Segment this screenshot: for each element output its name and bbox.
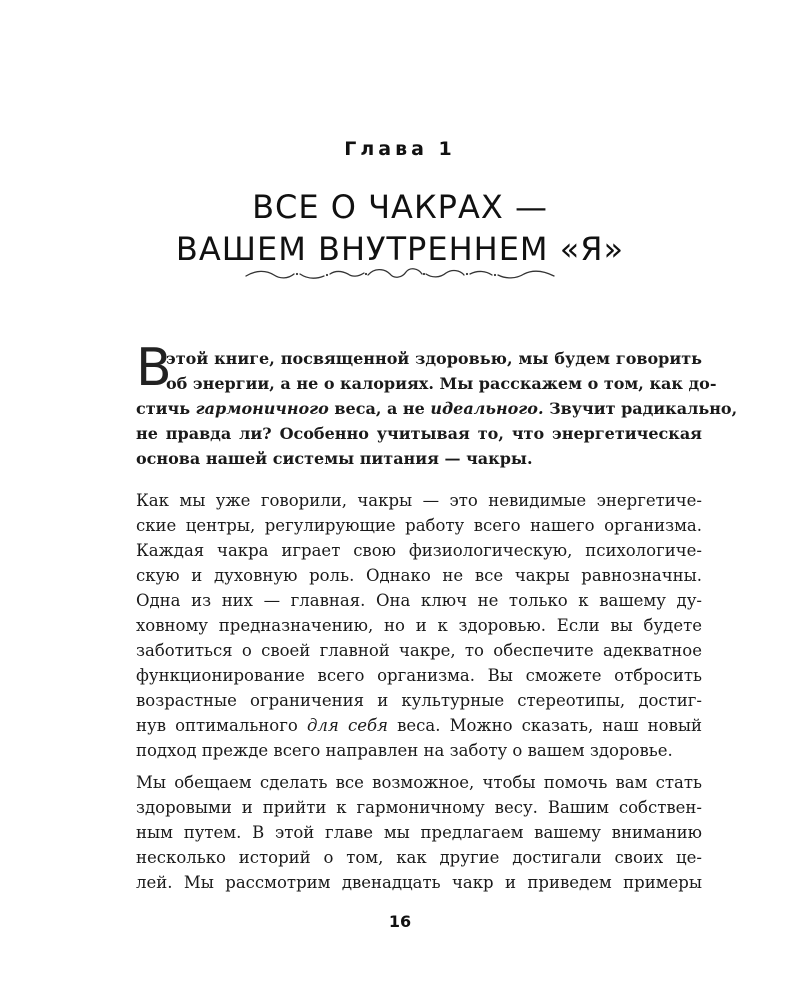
text-line: скую и духовную роль. Однако не все чакры равнозначны.: [136, 566, 702, 585]
text-span: Звучит радикально,: [543, 399, 738, 418]
drop-cap: В: [136, 338, 172, 398]
text-line: Мы обещаем сделать все возможное, чтобы помочь вам стать: [136, 773, 702, 792]
text-line: заботиться о своей главной чакре, то обеспечите адекватное: [136, 641, 702, 660]
text-line: [136, 713, 702, 738]
text-line: основа нашей системы питания — чакры.: [136, 449, 533, 468]
text-line: несколько историй о том, как другие достигали своих це-: [136, 848, 702, 867]
text-line: ские центры, регулирующие работу всего нашего организма.: [136, 516, 702, 535]
decorative-flourish-icon: [240, 262, 560, 286]
text-line: ным путем. В этой главе мы предлагаем вашему вниманию: [136, 823, 702, 842]
chapter-title-line-2: ВАШЕМ ВНУТРЕННЕМ «Я»: [175, 230, 625, 268]
text-line: подход прежде всего направлен на заботу о вашем здоровье.: [136, 741, 673, 760]
text-line: возрастные ограничения и культурные стереотипы, достиг-: [136, 691, 702, 710]
paragraph-3: [136, 770, 702, 895]
chapter-title: [0, 186, 800, 270]
chapter-label: Глава 1: [344, 138, 456, 160]
text-line: Как мы уже говорили, чакры — это невидимые энергетиче-: [136, 491, 702, 510]
page-number: 16: [388, 912, 412, 931]
paragraph-2: [136, 488, 702, 763]
text-line: функционирование всего организма. Вы сможете отбросить: [136, 666, 702, 685]
chapter-title-line-1: ВСЕ О ЧАКРАХ —: [252, 188, 548, 226]
text-span: веса, а не: [328, 399, 431, 418]
text-line: этой книге, посвященной здоровью, мы будем говорить: [166, 349, 702, 368]
text-line: не правда ли? Особенно учитывая то, что энергетическая: [136, 424, 702, 443]
italic-span: для себя: [306, 716, 388, 735]
text-line: лей. Мы рассмотрим двенадцать чакр и приведем примеры: [136, 873, 702, 892]
text-line: об энергии, а не о калориях. Мы расскажем о том, как до-: [166, 374, 717, 393]
text-line: Каждая чакра играет свою физиологическую, психологиче-: [136, 541, 702, 560]
paragraph-1: [136, 346, 738, 471]
text-span: нув оптимального: [136, 716, 307, 735]
text-line: Одна из них — главная. Она ключ не только к вашему ду-: [136, 591, 702, 610]
text-line: [136, 396, 738, 421]
italic-span: идеального.: [430, 399, 544, 418]
text-span: стичь: [136, 399, 196, 418]
italic-span: гармоничного: [195, 399, 329, 418]
text-line: ховному предназначению, но и к здоровью. Если вы будете: [136, 616, 702, 635]
text-line: здоровыми и прийти к гармоничному весу. Вашим собствен-: [136, 798, 702, 817]
text-span: веса. Можно сказать, наш новый: [387, 716, 703, 735]
